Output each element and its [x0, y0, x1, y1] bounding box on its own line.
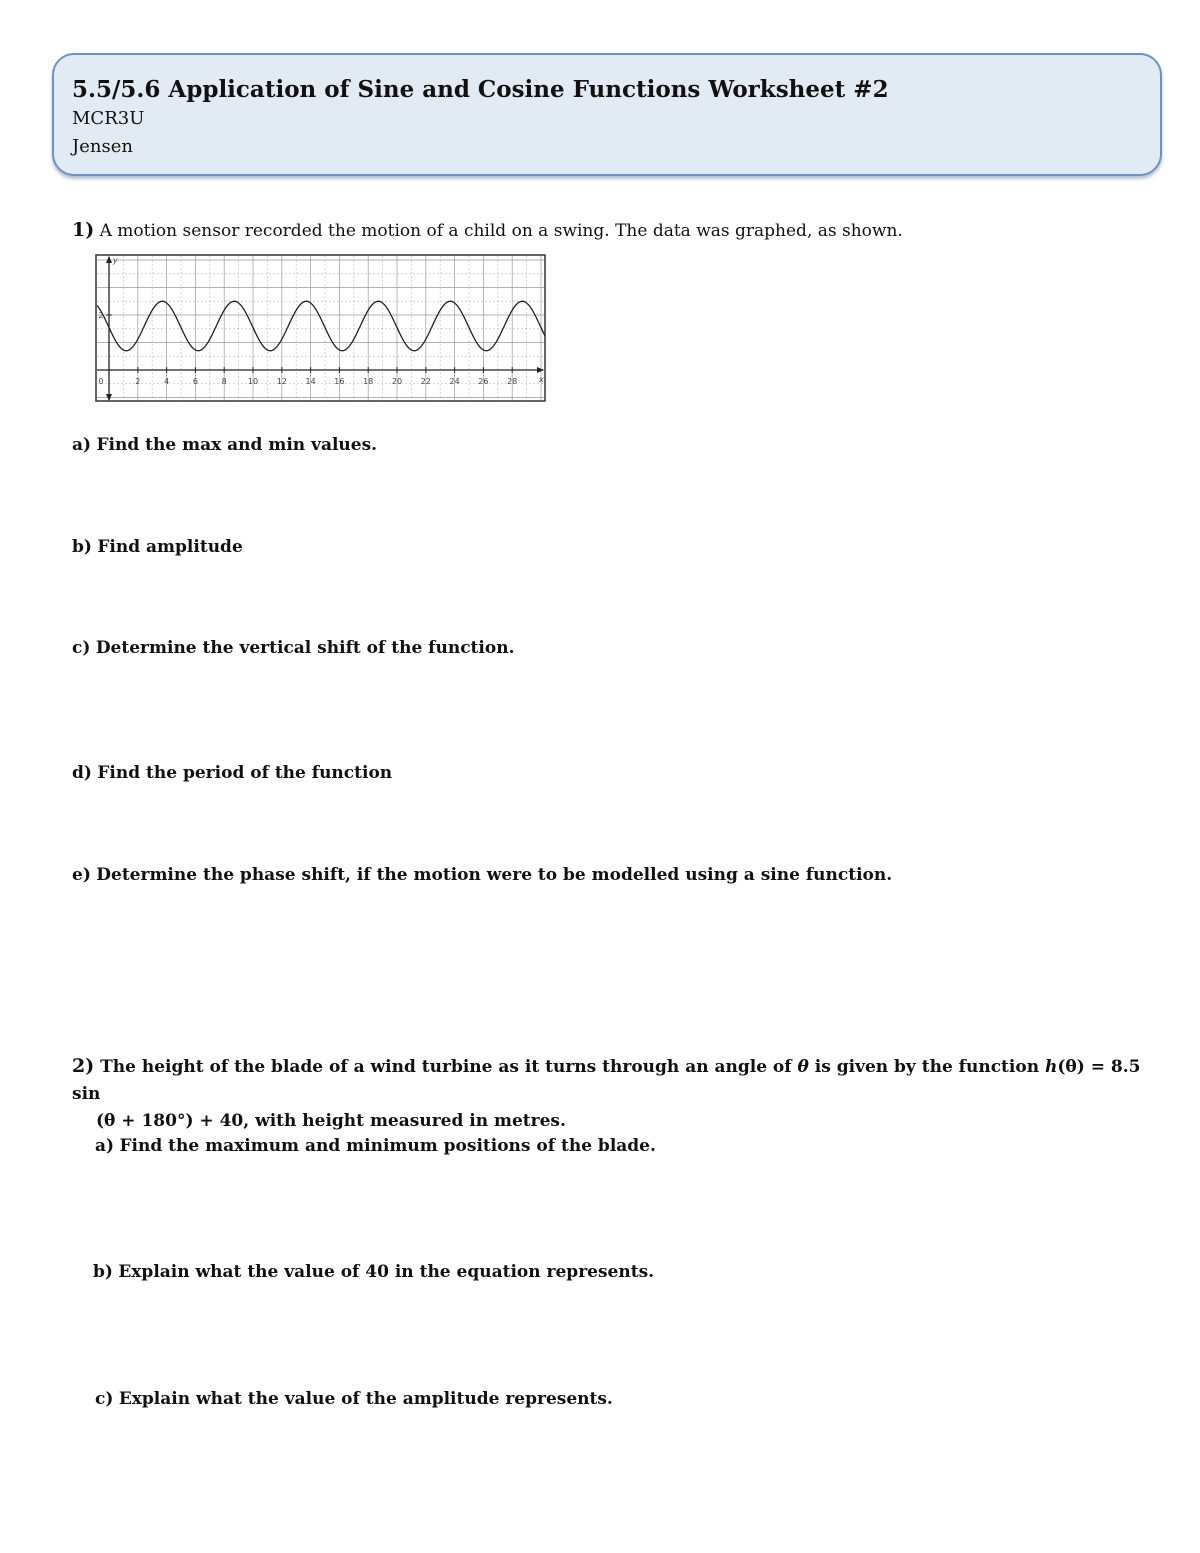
graph-tick-labels [98, 256, 544, 386]
x-tick-label: 28 [507, 377, 518, 386]
q2-c-text: Explain what the value of the amplitude represents. [118, 1389, 613, 1409]
q2-func: (θ) = 8.5 sin [72, 1057, 1141, 1104]
x-tick-label: 8 [221, 377, 227, 386]
x-tick-label: 2 [135, 377, 141, 386]
q1-a-label: a) [72, 435, 92, 455]
q2-part-a [95, 1133, 656, 1159]
q2-text-start: The height of the blade of a wind turbine as it turns through an angle of [100, 1057, 798, 1077]
x-tick-label: 10 [247, 377, 259, 386]
x-tick-label: 0 [98, 377, 104, 386]
q2-b-text: Explain what the value of 40 in the equation represents. [118, 1262, 655, 1282]
q1-part-a [72, 432, 377, 458]
x-tick-label: 4 [164, 377, 170, 386]
y-axis-arrow [106, 256, 112, 263]
q1-d-label: d) [72, 763, 92, 783]
q2-c-label: c) [95, 1389, 114, 1409]
x-tick-label: 14 [305, 377, 316, 386]
q2-part-c [95, 1386, 613, 1412]
q1-c-label: c) [72, 638, 91, 658]
q2-number: 2) [72, 1055, 95, 1077]
q1-b-text: Find amplitude [97, 537, 243, 557]
q1-c-text: Determine the vertical shift of the function. [95, 638, 515, 658]
q2-text-mid: is given by the function [808, 1057, 1045, 1077]
q1-part-d [72, 760, 392, 786]
swing-motion-graph [95, 254, 547, 403]
q2-func-name: h [1044, 1057, 1058, 1077]
q1-a-text: Find the max and min values. [96, 435, 378, 455]
x-tick-label: 22 [420, 377, 431, 386]
q1-e-label: e) [72, 865, 91, 885]
q2-part-b [93, 1259, 654, 1285]
x-axis-arrow [537, 367, 544, 373]
x-tick-label: 12 [276, 377, 287, 386]
q2-text-line2: (θ + 180°) + 40, with height measured in metres. [96, 1111, 566, 1131]
q2-theta: θ [797, 1057, 809, 1077]
q1-part-c [72, 635, 515, 661]
x-tick-label: 6 [192, 377, 198, 386]
q2-a-text: Find the maximum and minimum positions of the blade. [119, 1136, 656, 1156]
x-tick-label: 18 [363, 377, 374, 386]
q1-b-label: b) [72, 537, 92, 557]
q2-prompt [72, 1053, 1142, 1135]
worksheet-title: 5.5/5.6 Application of Sine and Cosine Functions Worksheet #2 [72, 76, 889, 103]
q1-text: A motion sensor recorded the motion of a child on a swing. The data was graphed, as shown. [99, 221, 903, 241]
header-box [52, 53, 1162, 176]
q2-a-label: a) [95, 1136, 115, 1156]
x-tick-label: 16 [334, 377, 345, 386]
course-code: MCR3U [72, 108, 145, 129]
y-axis-label: y [113, 256, 118, 265]
teacher-name: Jensen [72, 136, 133, 157]
y-tick-label: 2 [98, 311, 104, 320]
x-tick-label: 20 [391, 377, 403, 386]
q1-part-e [72, 862, 892, 888]
q1-prompt [72, 217, 903, 244]
q2-b-label: b) [93, 1262, 113, 1282]
x-axis-label: x [539, 375, 544, 384]
x-tick-label: 24 [449, 377, 460, 386]
x-tick-label: 26 [478, 377, 489, 386]
q1-number: 1) [72, 219, 95, 241]
q1-part-b [72, 534, 243, 560]
sine-curve [97, 301, 545, 350]
q1-e-text: Determine the phase shift, if the motion were to be modelled using a sine function. [96, 865, 893, 885]
q1-d-text: Find the period of the function [97, 763, 393, 783]
